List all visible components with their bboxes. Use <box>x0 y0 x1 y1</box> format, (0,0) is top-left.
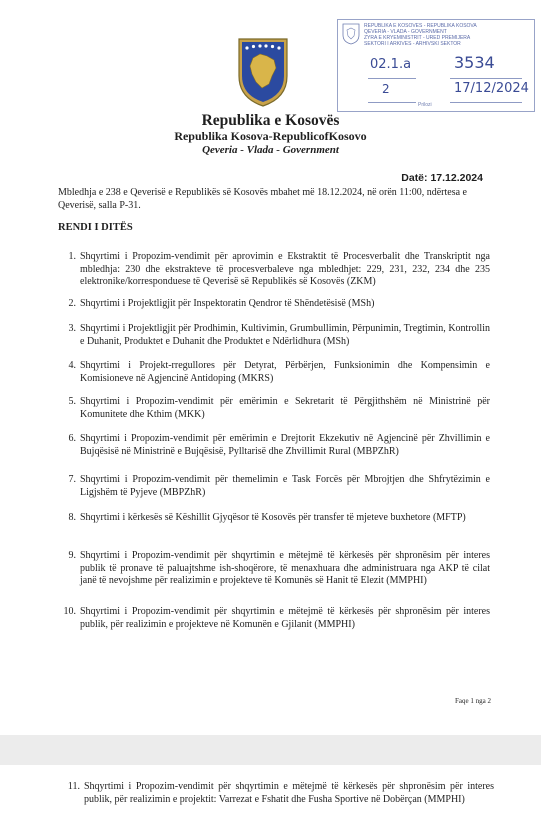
country-title: Republika e Kosovës <box>201 112 340 129</box>
agenda-item-text: Shqyrtimi i Propozim-vendimit për aprovimin e Ekstraktit të Procesverbalit dhe Transkriptit nga mbledhja: 230 dhe ekstrakteve të procesverbaleve nga mbledhjet: 229, 231, 232, 234 dhe 235 elektronike/korresponduese të Qeverisë së Republikës së Kosovës (ZKM) <box>80 251 490 287</box>
agenda-item-number: 1. <box>68 251 76 262</box>
agenda-item-text: Shqyrtimi i Propozim-vendimit për emërimin e Drejtorit Ekzekutiv në Agjencinë për Zhvillimin e Bujqësisë në Ministrinë e Bujqësisë, Pylltarisë dhe Zhvillimit Rural (MBPZhR) <box>80 433 490 457</box>
kosovo-emblem-icon <box>236 36 290 108</box>
agenda-item-text: Shqyrtimi i Propozim-vendimit për shqyrtimin e mëtejmë të kërkesës për shpronësim për interes publik, për realizimin e projektit: Varrezat e Fshatit dhe Fusha Sportive në Dobërçan (MMPHI) <box>84 781 494 805</box>
agenda-item-text: Shqyrtimi i Projekt-rregullores për Detyrat, Përbërjen, Funksionimin dhe Kompensimin e Komisioneve në Agjencinë Antidoping (MKRS) <box>80 360 490 384</box>
stamp-attachments: Prilozi <box>418 102 432 108</box>
agenda-heading: RENDI I DITËS <box>58 222 133 233</box>
agenda-item-text: Shqyrtimi i Propozim-vendimit për shqyrtimin e mëtejmë të kërkesës për shpronësim për interes publik të pronave të paluajtshme ish-shoqërore, të menaxhuara dhe administruara nga AKP të cilat janë të nevojshme për realizimin e projekteve të Komunës së Hanit të Elezit (MMPHI) <box>80 550 490 586</box>
document-date: Datë: 17.12.2024 <box>401 172 483 184</box>
agenda-item-number: 7. <box>68 474 76 485</box>
agenda-item-number: 2. <box>68 298 76 309</box>
agenda-item-text: Shqyrtimi i Projektligjit për Inspektoratin Qendror të Shëndetësisë (MSh) <box>80 298 375 309</box>
agenda-item-text: Shqyrtimi i kërkesës së Këshillit Gjyqësor të Kosovës për transfer të mjeteve buxhetore (MFTP) <box>80 512 466 523</box>
agenda-item-text: Shqyrtimi i Propozim-vendimit për shqyrtimin e mëtejmë të kërkesës për shpronësim për interes publik, për realizimin e projekteve në Komunën e Gjilanit (MMPHI) <box>80 606 490 630</box>
stamp-page: 2 <box>382 82 390 96</box>
stamp-header-line: ZYRA E KRYEMINISTRIT - URED PREMIJERA <box>364 35 471 41</box>
stamp-protocol: 3534 <box>454 53 495 72</box>
agenda-item-number: 10. <box>63 606 76 617</box>
agenda-item-number: 11. <box>67 781 80 792</box>
agenda-item-number: 9. <box>68 550 76 561</box>
country-title-alt: Republika Kosova-RepublicofKosovo <box>174 129 367 143</box>
stamp-header-line: SEKTORI I ARKIVËS - ARHIVSKI SEKTOR <box>364 41 461 47</box>
stamp-number: 02.1.a <box>370 57 412 72</box>
agenda-item-number: 3. <box>68 323 76 334</box>
government-title: Qeveria - Vlada - Government <box>202 144 339 156</box>
agenda-item-text: Shqyrtimi i Propozim-vendimit për themelimin e Task Forcës për Mbrojtjen dhe Shfrytëzimin e Ligjshëm të Pyjeve (MBPZhR) <box>80 474 490 498</box>
document-page-2 <box>0 765 541 826</box>
stamp-header-line: REPUBLIKA E KOSOVËS - REPUBLIKA KOSOVA <box>364 23 477 29</box>
agenda-item-text: Shqyrtimi i Propozim-vendimit për emërimin e Sekretarit të Përgjithshëm në Ministrinë për Komunitete dhe Kthim (MKK) <box>80 396 490 420</box>
meeting-intro: Mbledhja e 238 e Qeverisë e Republikës së Kosovës mbahet më 18.12.2024, në orën 11:00, ndërtesa e Qeverisë, salla P-31. <box>58 187 467 211</box>
agenda-item-number: 5. <box>68 396 76 407</box>
agenda-item-number: 8. <box>68 512 76 523</box>
agenda-item-number: 4. <box>68 360 76 371</box>
registry-stamp <box>337 19 535 112</box>
page-footer: Faqe 1 nga 2 <box>455 697 491 705</box>
stamp-header <box>364 23 530 47</box>
agenda-item-number: 6. <box>68 433 76 444</box>
stamp-emblem-icon <box>342 23 360 45</box>
stamp-date: 17/12/2024 <box>454 81 529 96</box>
stamp-header-line: QEVERIA - VLADA - GOVERNMENT <box>364 29 447 35</box>
agenda-item-text: Shqyrtimi i Projektligjit për Prodhimin, Kultivimin, Grumbullimin, Përpunimin, Tregtimin, Kontrollin e Duhanit, Produktet e Duhanit dhe Produktet e Ndërlidhura (MSh) <box>80 323 490 347</box>
page-separator <box>0 735 541 765</box>
